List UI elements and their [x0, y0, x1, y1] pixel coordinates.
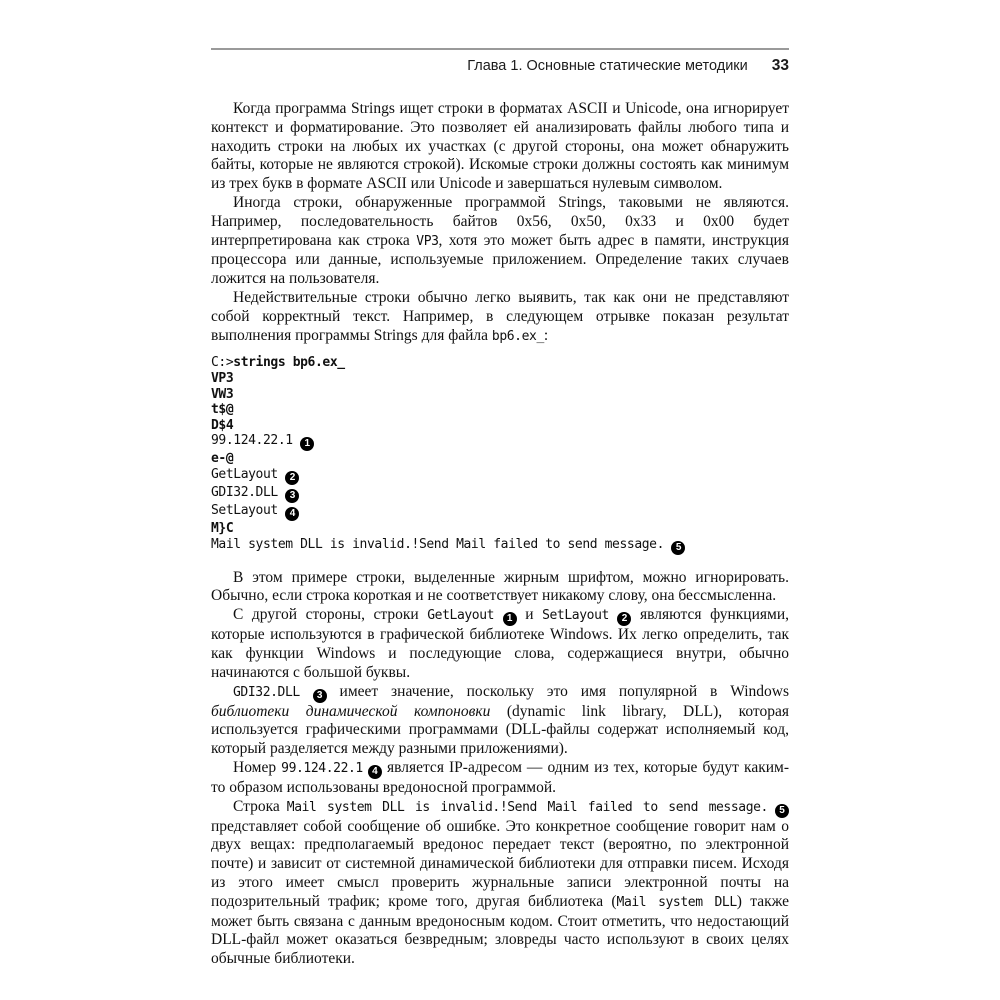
text-run: имеет значение, поскольку это имя популярной в Windows — [326, 682, 789, 700]
inline-code: GDI32.DLL — [211, 484, 286, 500]
text-run: , хотя это может быть адрес в памяти, инструкция процессора или данные, используемые приложением. Определение таких случаев ложится на пользователя. — [211, 231, 789, 288]
running-head — [211, 50, 789, 75]
code-line — [211, 355, 789, 371]
paragraph — [211, 194, 789, 289]
inline-code: 99.124.22.1 — [211, 433, 301, 449]
inline-italic: библиотеки динамической компоновки — [211, 702, 491, 720]
code-line — [211, 503, 789, 521]
inline-code: SetLayout — [542, 608, 609, 624]
paragraph — [211, 759, 789, 798]
inline-code: VP3 — [211, 370, 234, 386]
inline-code: GetLayout — [427, 608, 495, 624]
callout-badge-4: 4 — [368, 765, 382, 779]
code-line — [211, 402, 789, 418]
text-run: являются функциями, которые используются в графической библиотеке Windows. Их легко определить, так как функции Windows и последующие слова, содержащиеся внутри, обычно начинаются с большой буквы. — [211, 606, 789, 681]
callout-badge-3: 3 — [313, 689, 327, 703]
inline-code: strings bp6.ex_ — [233, 355, 345, 371]
inline-code: 99.124.22.1 — [281, 760, 363, 776]
text-run — [494, 606, 503, 623]
code-line — [211, 387, 789, 403]
inline-code: VW3 — [211, 386, 234, 402]
code-line — [211, 467, 789, 485]
text-run — [768, 798, 775, 815]
inline-code: SetLayout — [211, 502, 286, 518]
text-run: Иногда строки, обнаруженные программой Strings, таковыми не являются. Например, последовательность байтов 0x56, 0x50, 0x33 и 0x00 будет интерпретирована как строка — [211, 193, 789, 249]
inline-code: bp6.ex_ — [491, 328, 544, 344]
code-line — [211, 433, 789, 451]
paragraph — [211, 683, 789, 759]
text-run: представляет собой сообщение об ошибке. Это конкретное сообщение говорит нам о двух вещах: предполагаемый вредонос передает текст (вероятно, по электронной почте) и зависит от системной динамической библиотеки для отправки писем. Исходя из этого имеет смысл проверить журнальные записи электронной почты на подозрительный трафик; кроме того, другая библиотека ( — [211, 817, 789, 910]
text-run: Недействительные строки обычно легко выявить, так как они не представляют собой корректный текст. Например, в следующем отрывке показан результат выполнения программы Strings для файла — [211, 288, 789, 344]
inline-code: e-@ — [211, 451, 234, 467]
text-run: Номер — [233, 758, 282, 776]
page-content — [211, 48, 789, 969]
text-run: Строка — [233, 797, 287, 815]
callout-badge-5: 5 — [775, 804, 789, 818]
inline-code: Mail system DLL — [616, 894, 737, 910]
inline-code: C:> — [211, 355, 234, 371]
callout-badge-3: 3 — [285, 489, 299, 503]
text-run — [300, 683, 313, 700]
code-listing — [211, 355, 789, 554]
inline-code: D$4 — [211, 417, 234, 433]
inline-code: Mail system DLL is invalid.!Send Mail failed to send message. — [286, 799, 768, 815]
callout-badge-1: 1 — [503, 612, 517, 626]
text-run: (dynamic link library, DLL), которая используется графическими программами (DLL-файлы содержат исполняемый код, который разделяется между разными приложениями). — [211, 702, 789, 758]
inline-code: t$@ — [211, 402, 234, 418]
text-run: : — [543, 326, 549, 344]
code-line — [211, 418, 789, 434]
paragraph — [211, 100, 789, 194]
callout-badge-2: 2 — [285, 471, 299, 485]
text-run: В этом примере строки, выделенные жирным шрифтом, можно игнорировать. Обычно, если строка короткая и не соответствует никакому слову, она бессмысленна. — [211, 568, 789, 605]
inline-code: GDI32.DLL — [233, 684, 300, 700]
code-line — [211, 371, 789, 387]
inline-code: VP3 — [416, 233, 439, 249]
paragraph — [211, 289, 789, 346]
paragraph — [211, 606, 789, 682]
text-run: и — [516, 606, 543, 624]
text-run: является IP-адресом — одним из тех, которые будут каким-то образом использованы вредоносной программой. — [211, 758, 789, 796]
inline-code: Mail system DLL is invalid.!Send Mail failed to send message. — [211, 536, 672, 552]
callout-badge-4: 4 — [285, 507, 299, 521]
paragraph — [211, 798, 789, 969]
paragraph — [211, 569, 789, 607]
chapter-title: Глава 1. Основные статические методики — [467, 58, 748, 74]
text-run: С другой стороны, строки — [233, 606, 428, 624]
text-run: Когда программа Strings ищет строки в форматах ASCII и Unicode, она игнорирует контекст и форматирование. Это позволяет ей анализировать файлы любого типа и находить строки на любых их участках (с другой стороны, она может обнаружить байты, которые не являются строкой). Искомые строки должны состоять как минимум из трех букв в формате ASCII или Unicode и завершаться нулевым символом. — [211, 100, 789, 193]
code-line — [211, 521, 789, 537]
page-body — [211, 100, 789, 969]
callout-badge-5: 5 — [671, 541, 685, 555]
code-line — [211, 537, 789, 555]
text-run: ) также может быть связана с данным вредоносным кодом. Стоит отметить, что недостающий DLL-файл может оказаться безвредным; зловреды часто используют в своих целях обычные библиотеки. — [211, 892, 789, 968]
inline-code: M}C — [211, 520, 234, 536]
callout-badge-1: 1 — [300, 437, 314, 451]
code-line — [211, 451, 789, 467]
page-number: 33 — [771, 57, 789, 74]
inline-code: GetLayout — [211, 466, 286, 482]
callout-badge-2: 2 — [617, 612, 631, 626]
text-run — [609, 606, 618, 623]
code-line — [211, 485, 789, 503]
